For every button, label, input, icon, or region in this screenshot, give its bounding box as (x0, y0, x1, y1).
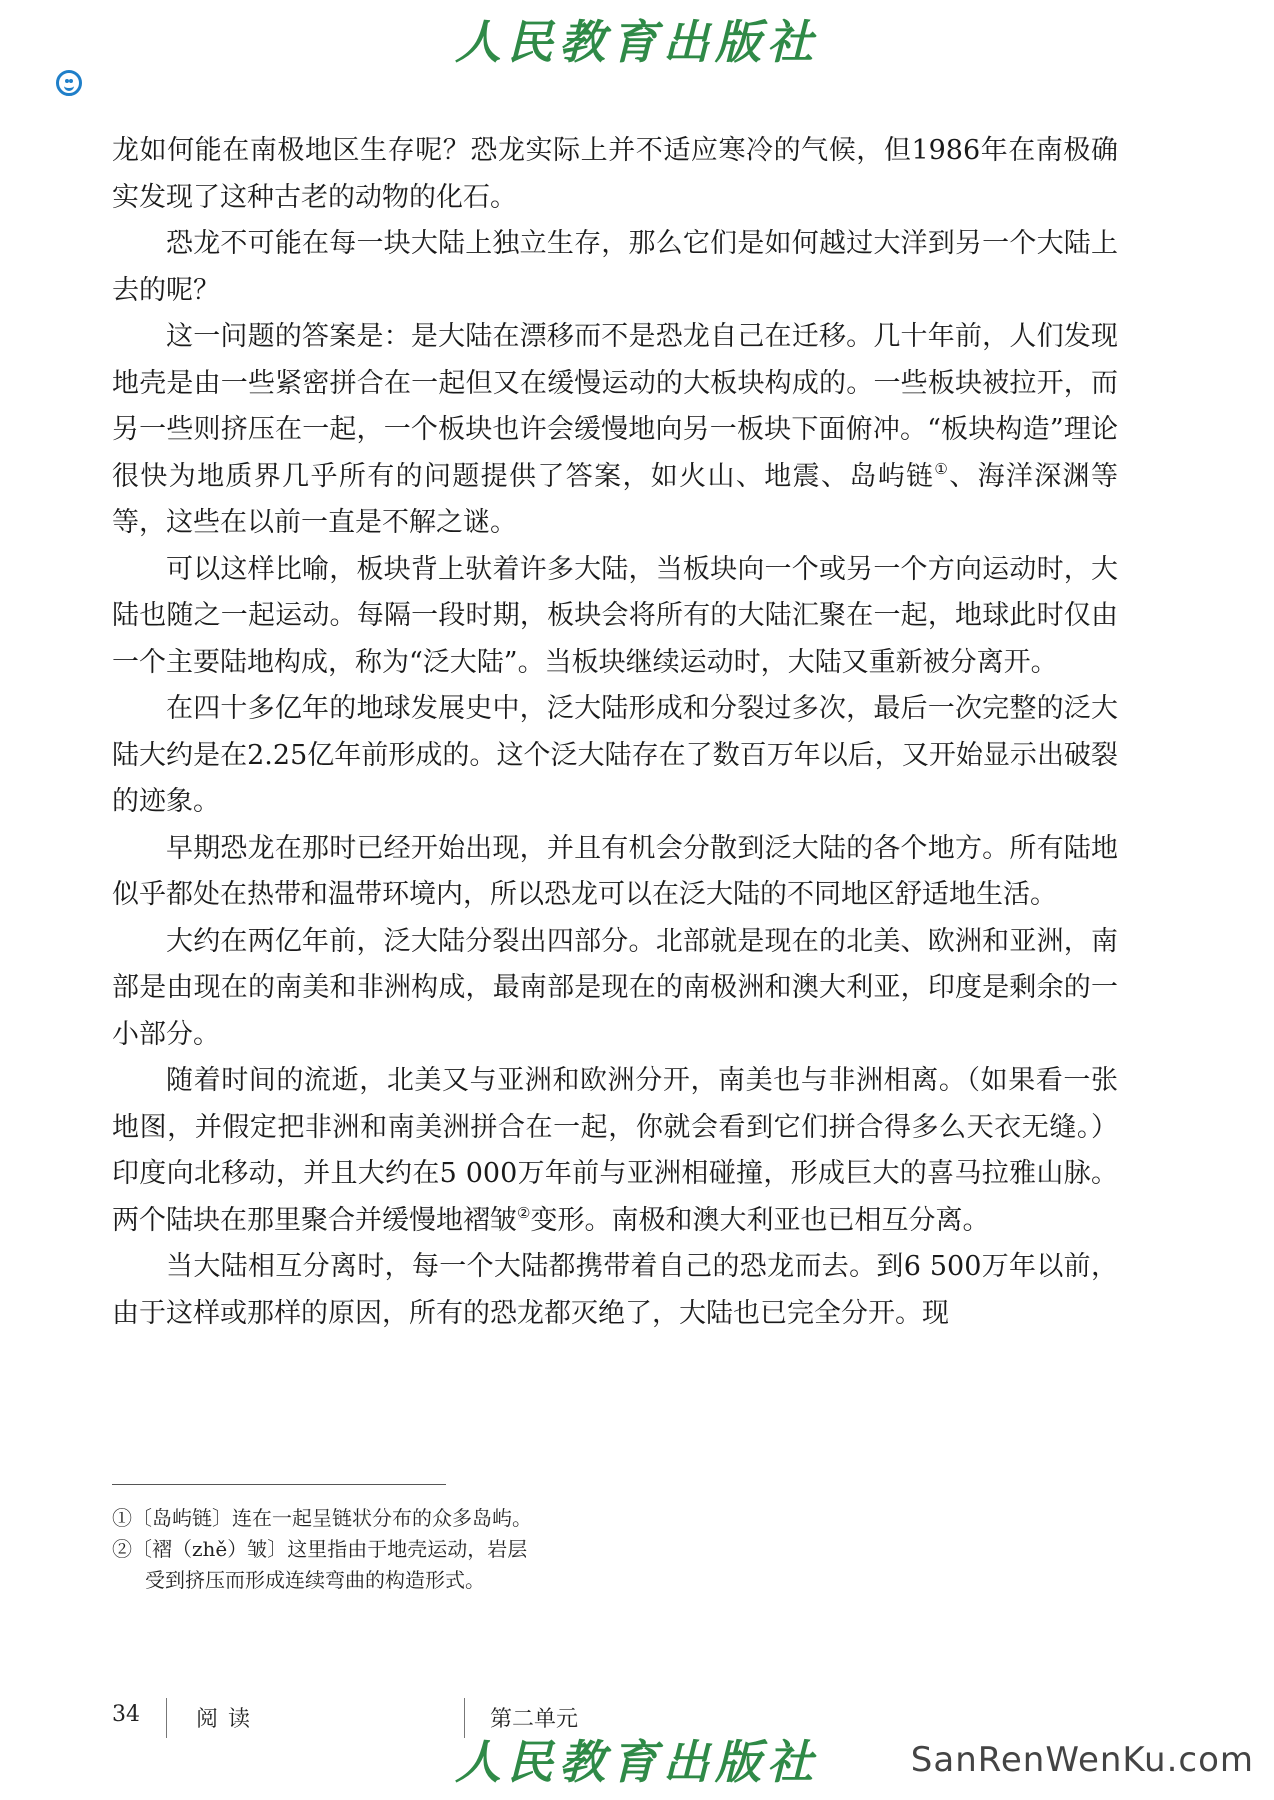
paragraph-8-text-a: 随着时间的流逝，北美又与亚洲和欧洲分开，南美也与非洲相离。（如果看一张地图，并假定把非洲和南美洲拼合在一起，你就会看到它们拼合得多么天衣无缝。）印度向北移动，并且大约在5 000万年前与亚洲相碰撞，形成巨大的喜马拉雅山脉。两个陆块在那里聚合并缓慢地褶皱 (112, 1065, 1118, 1236)
paragraph-3-text-b: 、海洋深渊等等，这些在以前一直是不解之谜。 (112, 460, 1119, 538)
paragraph-3-text-a: 这一问题的答案是：是大陆在漂移而不是恐龙自己在迁移。几十年前，人们发现地壳是由一些紧密拼合在一起但又在缓慢运动的大板块构成的。一些板块被拉开，而另一些则挤压在一起，一个板块也许会缓慢地向另一板块下面俯冲。“板块构造”理论很快为地质界几乎所有的问题提供了答案，如火山、地震、岛屿链 (112, 321, 1118, 492)
paragraph-8 (112, 1058, 1118, 1244)
footnotes (112, 1503, 752, 1596)
publisher-logo-top: 人民教育出版社 (455, 15, 819, 69)
footnote-mark-2[interactable]: ② (517, 1203, 531, 1222)
footnote-2-line-1: ②〔褶（zhě）皱〕这里指由于地壳运动，岩层 (112, 1537, 528, 1561)
paragraph-8-text-b: 变形。南极和澳大利亚也已相互分离。 (530, 1204, 990, 1236)
paragraph-6: 早期恐龙在那时已经开始出现，并且有机会分散到泛大陆的各个地方。所有陆地似乎都处在热带和温带环境内，所以恐龙可以在泛大陆的不同地区舒适地生活。 (112, 832, 1118, 910)
paragraph-2: 恐龙不可能在每一块大陆上独立生存，那么它们是如何越过大洋到另一个大陆上去的呢？ (112, 228, 1118, 306)
footnote-divider (112, 1484, 446, 1485)
paragraph-1: 龙如何能在南极地区生存呢？恐龙实际上并不适应寒冷的气候，但1986年在南极确实发现了这种古老的动物的化石。 (112, 135, 1118, 213)
unit-title: 第二单元 (490, 1707, 579, 1732)
paragraph-7: 大约在两亿年前，泛大陆分裂出四部分。北部就是现在的北美、欧洲和亚洲，南部是由现在的南美和非洲构成，最南部是现在的南极洲和澳大利亚，印度是剩余的一小部分。 (112, 925, 1118, 1050)
publisher-logo-bottom: 人民教育出版社 (455, 1735, 819, 1789)
paragraph-4: 可以这样比喻，板块背上驮着许多大陆，当板块向一个或另一个方向运动时，大陆也随之一起运动。每隔一段时期，板块会将所有的大陆汇聚在一起，地球此时仅由一个主要陆地构成，称为“泛大陆”。当板块继续运动时，大陆又重新被分离开。 (112, 553, 1118, 678)
watermark: SanRenWenKu.com (910, 1740, 1254, 1780)
footnote-mark-1[interactable]: ① (934, 459, 950, 478)
page-number: 34 (112, 1702, 140, 1727)
paragraph-9: 当大陆相互分离时，每一个大陆都携带着自己的恐龙而去。到6 500万年以前，由于这样或那样的原因，所有的恐龙都灭绝了，大陆也已完全分开。现 (112, 1251, 1118, 1329)
footnote-1: ①〔岛屿链〕连在一起呈链状分布的众多岛屿。 (112, 1506, 532, 1530)
smiley-icon (56, 70, 82, 96)
book-title: 阅读 (196, 1707, 261, 1732)
footnote-2-line-2: 受到挤压而形成连续弯曲的构造形式。 (145, 1568, 485, 1592)
article-body (112, 128, 1118, 1337)
paragraph-3 (112, 314, 1118, 547)
paragraph-5: 在四十多亿年的地球发展史中，泛大陆形成和分裂过多次，最后一次完整的泛大陆大约是在2.25亿年前形成的。这个泛大陆存在了数百万年以后，又开始显示出破裂的迹象。 (112, 693, 1118, 817)
